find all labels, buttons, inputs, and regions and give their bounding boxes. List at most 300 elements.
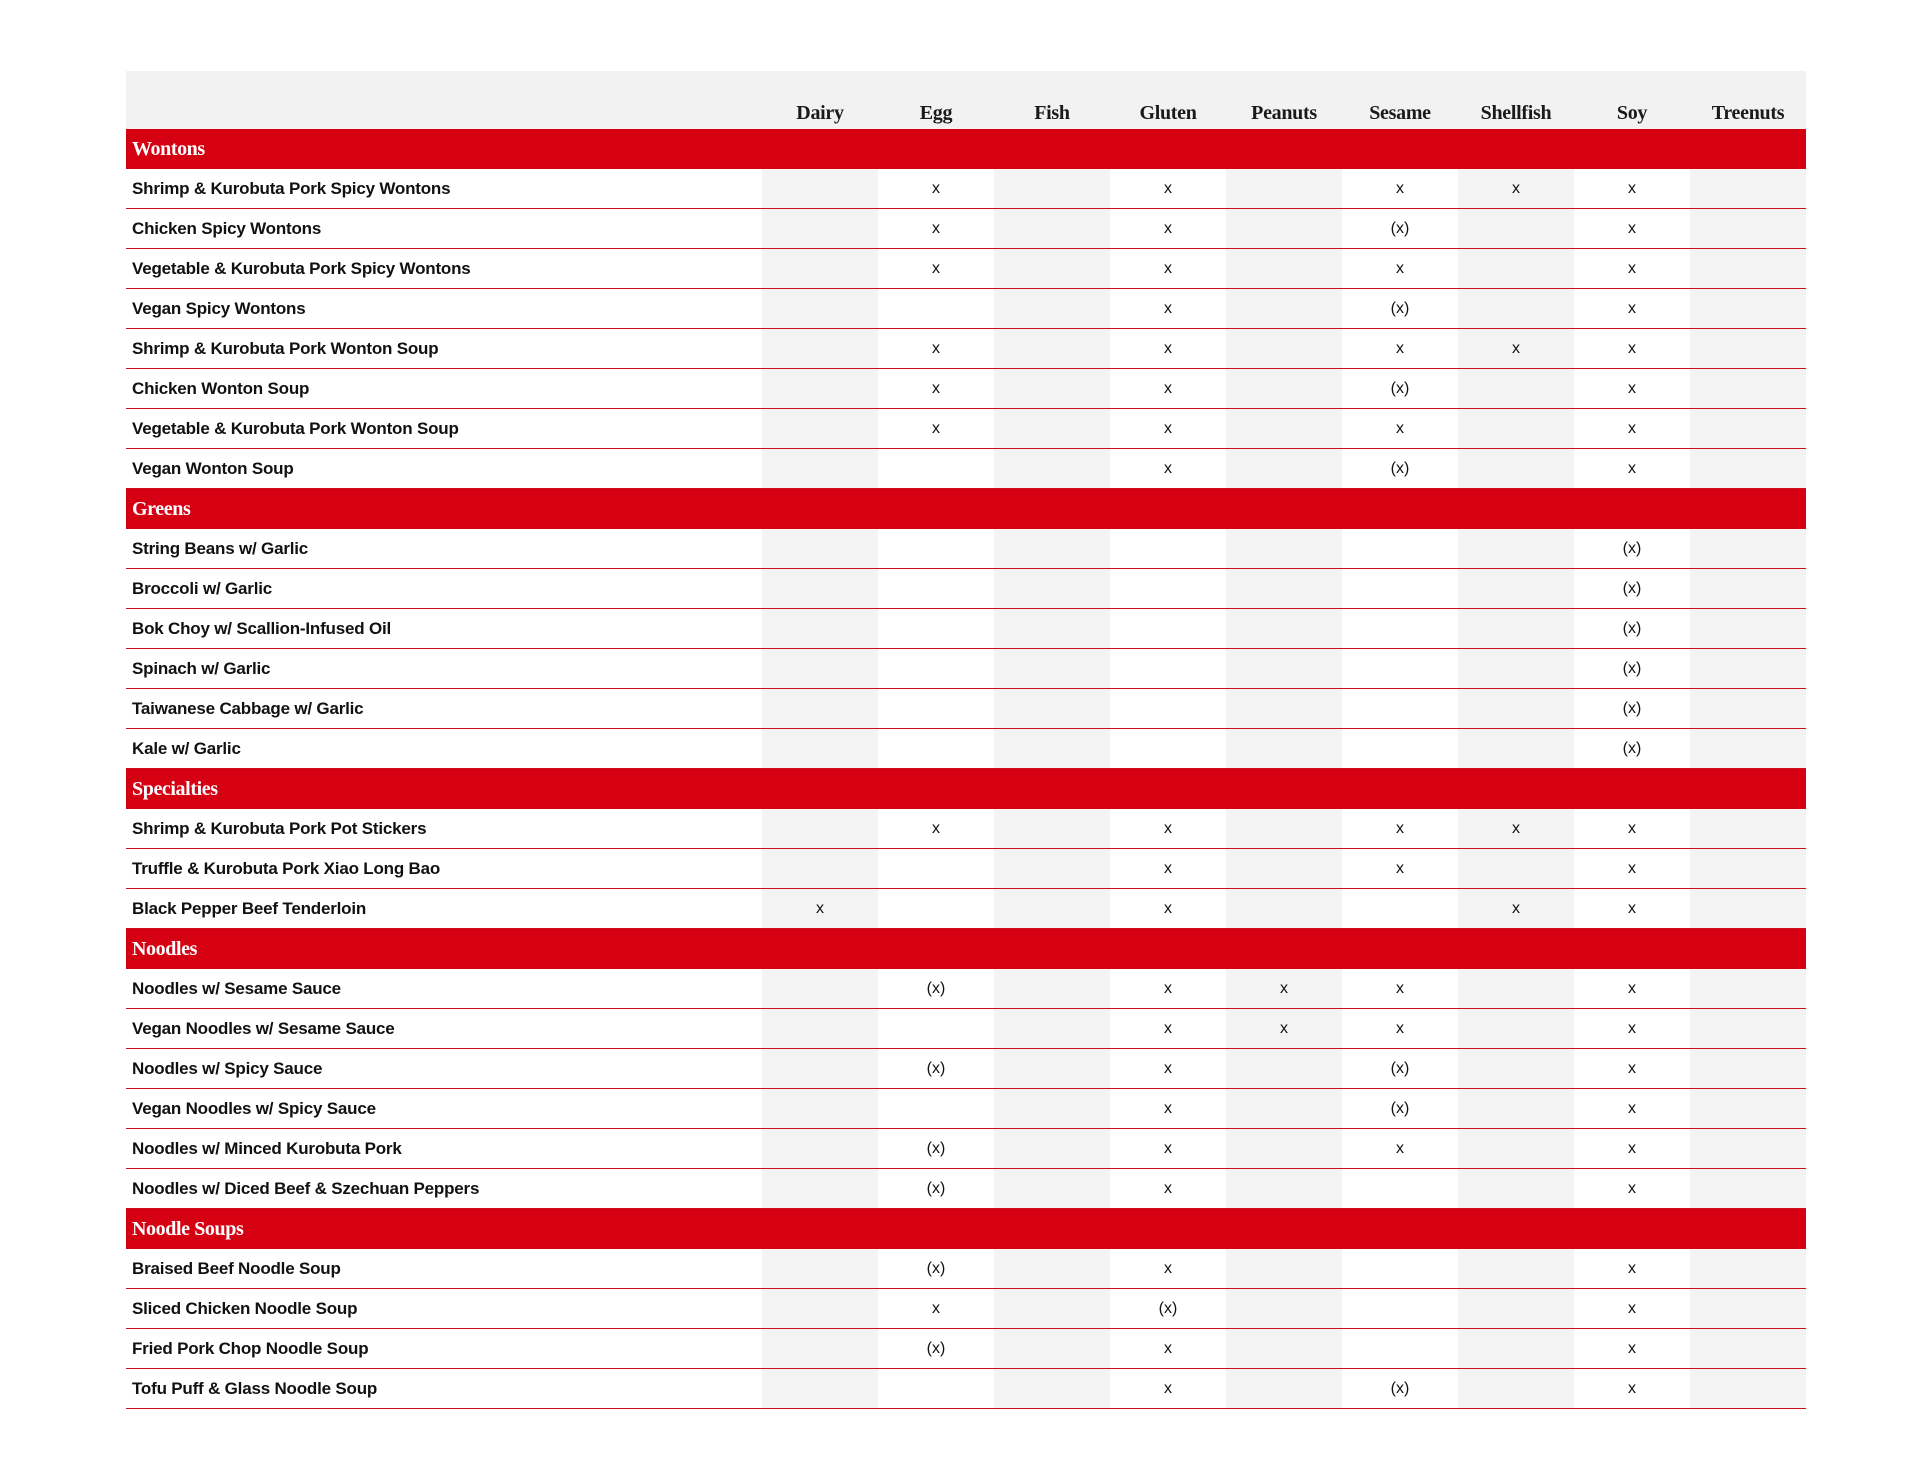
allergen-mark-gluten: x	[1110, 1329, 1226, 1369]
allergen-mark-dairy	[762, 729, 878, 769]
allergen-mark-sesame	[1342, 1249, 1458, 1289]
allergen-mark-shellfish: x	[1458, 889, 1574, 929]
menu-item-name: Broccoli w/ Garlic	[126, 569, 762, 609]
table-body	[126, 129, 1806, 1409]
allergen-mark-gluten: x	[1110, 1169, 1226, 1209]
allergen-mark-fish	[994, 689, 1110, 729]
allergen-mark-treenuts	[1690, 689, 1806, 729]
allergen-mark-sesame: (x)	[1342, 289, 1458, 329]
menu-item-name: Noodles w/ Minced Kurobuta Pork	[126, 1129, 762, 1169]
allergen-mark-gluten: x	[1110, 449, 1226, 489]
allergen-mark-soy: (x)	[1574, 609, 1690, 649]
menu-item-name: Vegetable & Kurobuta Pork Wonton Soup	[126, 409, 762, 449]
allergen-mark-peanuts	[1226, 1289, 1342, 1329]
table-row	[126, 569, 1806, 609]
allergen-mark-egg: x	[878, 1289, 994, 1329]
allergen-mark-egg: x	[878, 409, 994, 449]
allergen-mark-soy: (x)	[1574, 729, 1690, 769]
allergen-mark-gluten: (x)	[1110, 1289, 1226, 1329]
allergen-mark-fish	[994, 369, 1110, 409]
allergen-mark-dairy	[762, 289, 878, 329]
allergen-mark-sesame	[1342, 649, 1458, 689]
allergen-mark-gluten: x	[1110, 1089, 1226, 1129]
allergen-mark-egg	[878, 849, 994, 889]
allergen-mark-sesame: x	[1342, 969, 1458, 1009]
allergen-mark-sesame: x	[1342, 169, 1458, 209]
allergen-mark-dairy	[762, 809, 878, 849]
allergen-mark-soy: x	[1574, 809, 1690, 849]
menu-item-name: Shrimp & Kurobuta Pork Wonton Soup	[126, 329, 762, 369]
table-row	[126, 649, 1806, 689]
allergen-mark-fish	[994, 1369, 1110, 1409]
allergen-mark-dairy	[762, 1129, 878, 1169]
allergen-mark-egg: x	[878, 809, 994, 849]
menu-item-name: Noodles w/ Spicy Sauce	[126, 1049, 762, 1089]
allergen-mark-sesame: x	[1342, 809, 1458, 849]
table-row	[126, 289, 1806, 329]
table-row	[126, 409, 1806, 449]
allergen-mark-gluten: x	[1110, 1009, 1226, 1049]
menu-item-name: Shrimp & Kurobuta Pork Pot Stickers	[126, 809, 762, 849]
allergen-mark-treenuts	[1690, 1249, 1806, 1289]
menu-item-name: Sliced Chicken Noodle Soup	[126, 1289, 762, 1329]
allergen-mark-gluten: x	[1110, 1369, 1226, 1409]
allergen-mark-egg: (x)	[878, 1329, 994, 1369]
allergen-mark-peanuts	[1226, 409, 1342, 449]
allergen-mark-peanuts	[1226, 849, 1342, 889]
section-title: Wontons	[126, 129, 1806, 169]
allergen-mark-gluten: x	[1110, 369, 1226, 409]
allergen-mark-dairy	[762, 449, 878, 489]
allergen-mark-gluten: x	[1110, 969, 1226, 1009]
allergen-mark-soy: x	[1574, 849, 1690, 889]
allergen-mark-treenuts	[1690, 249, 1806, 289]
table-row	[126, 1369, 1806, 1409]
allergen-mark-fish	[994, 809, 1110, 849]
allergen-mark-shellfish	[1458, 849, 1574, 889]
allergen-mark-shellfish: x	[1458, 809, 1574, 849]
allergen-mark-fish	[994, 729, 1110, 769]
allergen-mark-shellfish	[1458, 249, 1574, 289]
allergen-mark-soy: (x)	[1574, 529, 1690, 569]
allergen-mark-soy: x	[1574, 969, 1690, 1009]
allergen-mark-shellfish: x	[1458, 169, 1574, 209]
allergen-mark-egg: x	[878, 329, 994, 369]
menu-item-name: Vegan Spicy Wontons	[126, 289, 762, 329]
allergen-mark-egg: x	[878, 249, 994, 289]
allergen-mark-egg: (x)	[878, 1169, 994, 1209]
allergen-mark-gluten: x	[1110, 1249, 1226, 1289]
allergen-mark-treenuts	[1690, 1129, 1806, 1169]
allergen-mark-fish	[994, 1329, 1110, 1369]
allergen-mark-gluten: x	[1110, 209, 1226, 249]
allergen-mark-soy: x	[1574, 1329, 1690, 1369]
table-row	[126, 529, 1806, 569]
allergen-mark-peanuts	[1226, 329, 1342, 369]
column-header-sesame: Sesame	[1369, 102, 1431, 124]
allergen-table	[126, 71, 1806, 1409]
allergen-mark-sesame: x	[1342, 1129, 1458, 1169]
allergen-mark-gluten: x	[1110, 289, 1226, 329]
allergen-mark-dairy	[762, 1289, 878, 1329]
table-row	[126, 1249, 1806, 1289]
menu-item-name: Braised Beef Noodle Soup	[126, 1249, 762, 1289]
menu-item-name: Vegan Wonton Soup	[126, 449, 762, 489]
allergen-mark-dairy: x	[762, 889, 878, 929]
allergen-mark-dairy	[762, 849, 878, 889]
allergen-mark-peanuts	[1226, 729, 1342, 769]
allergen-mark-treenuts	[1690, 649, 1806, 689]
allergen-mark-gluten: x	[1110, 809, 1226, 849]
allergen-mark-fish	[994, 849, 1110, 889]
allergen-mark-peanuts	[1226, 889, 1342, 929]
table-row	[126, 169, 1806, 209]
allergen-mark-soy: x	[1574, 1009, 1690, 1049]
allergen-mark-shellfish	[1458, 969, 1574, 1009]
section-header	[126, 929, 1806, 970]
menu-item-name: String Beans w/ Garlic	[126, 529, 762, 569]
allergen-mark-egg	[878, 689, 994, 729]
allergen-mark-treenuts	[1690, 609, 1806, 649]
allergen-mark-sesame: (x)	[1342, 449, 1458, 489]
allergen-mark-sesame: (x)	[1342, 1089, 1458, 1129]
allergen-mark-fish	[994, 329, 1110, 369]
allergen-mark-peanuts	[1226, 1049, 1342, 1089]
allergen-mark-peanuts	[1226, 689, 1342, 729]
allergen-mark-soy: x	[1574, 1049, 1690, 1089]
allergen-mark-treenuts	[1690, 1009, 1806, 1049]
column-header-peanuts: Peanuts	[1251, 102, 1317, 124]
allergen-mark-fish	[994, 209, 1110, 249]
column-header-shellfish: Shellfish	[1480, 102, 1552, 124]
table-row	[126, 449, 1806, 489]
menu-item-name: Chicken Spicy Wontons	[126, 209, 762, 249]
table-row	[126, 369, 1806, 409]
allergen-mark-soy: (x)	[1574, 649, 1690, 689]
allergen-mark-fish	[994, 1009, 1110, 1049]
allergen-mark-treenuts	[1690, 1369, 1806, 1409]
allergen-mark-shellfish	[1458, 729, 1574, 769]
allergen-mark-shellfish	[1458, 1049, 1574, 1089]
allergen-mark-sesame	[1342, 689, 1458, 729]
allergen-mark-peanuts	[1226, 1169, 1342, 1209]
allergen-mark-peanuts: x	[1226, 969, 1342, 1009]
allergen-mark-egg	[878, 529, 994, 569]
allergen-mark-peanuts	[1226, 529, 1342, 569]
allergen-mark-egg	[878, 569, 994, 609]
allergen-mark-peanuts	[1226, 1129, 1342, 1169]
table-row	[126, 1049, 1806, 1089]
allergen-mark-peanuts	[1226, 289, 1342, 329]
table-row	[126, 329, 1806, 369]
allergen-mark-peanuts	[1226, 649, 1342, 689]
allergen-mark-dairy	[762, 1249, 878, 1289]
allergen-mark-soy: x	[1574, 169, 1690, 209]
allergen-mark-dairy	[762, 1009, 878, 1049]
allergen-mark-fish	[994, 1089, 1110, 1129]
menu-item-name: Truffle & Kurobuta Pork Xiao Long Bao	[126, 849, 762, 889]
column-header-gluten: Gluten	[1139, 102, 1197, 124]
allergen-mark-shellfish	[1458, 1169, 1574, 1209]
menu-item-name: Shrimp & Kurobuta Pork Spicy Wontons	[126, 169, 762, 209]
allergen-mark-peanuts	[1226, 1249, 1342, 1289]
allergen-mark-fish	[994, 649, 1110, 689]
allergen-mark-soy: x	[1574, 889, 1690, 929]
allergen-mark-shellfish	[1458, 689, 1574, 729]
allergen-mark-peanuts	[1226, 809, 1342, 849]
allergen-mark-gluten: x	[1110, 409, 1226, 449]
table-row	[126, 729, 1806, 769]
allergen-mark-dairy	[762, 1329, 878, 1369]
allergen-mark-sesame	[1342, 1169, 1458, 1209]
menu-item-name: Vegan Noodles w/ Sesame Sauce	[126, 1009, 762, 1049]
allergen-mark-dairy	[762, 569, 878, 609]
allergen-mark-fish	[994, 1049, 1110, 1089]
allergen-mark-treenuts	[1690, 169, 1806, 209]
allergen-mark-egg: (x)	[878, 1249, 994, 1289]
allergen-mark-shellfish	[1458, 1009, 1574, 1049]
allergen-mark-treenuts	[1690, 1049, 1806, 1089]
allergen-mark-peanuts: x	[1226, 1009, 1342, 1049]
allergen-mark-soy: x	[1574, 209, 1690, 249]
allergen-mark-shellfish	[1458, 369, 1574, 409]
allergen-mark-fish	[994, 969, 1110, 1009]
allergen-mark-soy: x	[1574, 1369, 1690, 1409]
table-row	[126, 1169, 1806, 1209]
allergen-mark-gluten: x	[1110, 1049, 1226, 1089]
allergen-mark-fish	[994, 449, 1110, 489]
allergen-mark-sesame: x	[1342, 1009, 1458, 1049]
allergen-mark-shellfish	[1458, 1369, 1574, 1409]
allergen-mark-dairy	[762, 329, 878, 369]
allergen-mark-shellfish	[1458, 289, 1574, 329]
column-header-soy: Soy	[1616, 102, 1648, 124]
allergen-mark-soy: x	[1574, 289, 1690, 329]
allergen-mark-gluten: x	[1110, 249, 1226, 289]
allergen-mark-sesame: (x)	[1342, 209, 1458, 249]
allergen-mark-egg	[878, 609, 994, 649]
allergen-mark-sesame	[1342, 889, 1458, 929]
allergen-mark-treenuts	[1690, 1169, 1806, 1209]
allergen-mark-treenuts	[1690, 969, 1806, 1009]
section-title: Specialties	[126, 769, 1806, 810]
allergen-mark-shellfish	[1458, 1289, 1574, 1329]
allergen-mark-treenuts	[1690, 449, 1806, 489]
section-title: Noodle Soups	[126, 1209, 1806, 1250]
allergen-mark-egg: x	[878, 169, 994, 209]
allergen-mark-gluten: x	[1110, 1129, 1226, 1169]
allergen-mark-shellfish	[1458, 1329, 1574, 1369]
allergen-mark-sesame	[1342, 569, 1458, 609]
allergen-mark-treenuts	[1690, 809, 1806, 849]
allergen-mark-peanuts	[1226, 1369, 1342, 1409]
allergen-mark-gluten	[1110, 689, 1226, 729]
allergen-mark-peanuts	[1226, 609, 1342, 649]
allergen-mark-fish	[994, 169, 1110, 209]
allergen-mark-gluten	[1110, 729, 1226, 769]
allergen-mark-dairy	[762, 1369, 878, 1409]
section-header	[126, 769, 1806, 810]
allergen-mark-fish	[994, 1169, 1110, 1209]
allergen-mark-gluten	[1110, 529, 1226, 569]
column-header-fish: Fish	[1034, 102, 1070, 124]
section-title: Noodles	[126, 929, 1806, 970]
allergen-mark-dairy	[762, 689, 878, 729]
allergen-mark-soy: x	[1574, 369, 1690, 409]
menu-item-name: Noodles w/ Sesame Sauce	[126, 969, 762, 1009]
menu-item-name: Spinach w/ Garlic	[126, 649, 762, 689]
allergen-mark-gluten: x	[1110, 329, 1226, 369]
allergen-mark-peanuts	[1226, 1089, 1342, 1129]
allergen-mark-shellfish	[1458, 529, 1574, 569]
allergen-mark-sesame: x	[1342, 849, 1458, 889]
column-header-egg: Egg	[919, 102, 953, 124]
header-item-blank	[126, 71, 762, 129]
allergen-mark-treenuts	[1690, 889, 1806, 929]
allergen-mark-sesame	[1342, 609, 1458, 649]
menu-item-name: Black Pepper Beef Tenderloin	[126, 889, 762, 929]
allergen-mark-fish	[994, 889, 1110, 929]
allergen-mark-dairy	[762, 369, 878, 409]
allergen-mark-soy: x	[1574, 1169, 1690, 1209]
allergen-mark-dairy	[762, 609, 878, 649]
allergen-mark-dairy	[762, 409, 878, 449]
table-row	[126, 689, 1806, 729]
allergen-mark-egg	[878, 289, 994, 329]
section-title: Greens	[126, 489, 1806, 530]
allergen-mark-fish	[994, 529, 1110, 569]
allergen-mark-gluten: x	[1110, 889, 1226, 929]
allergen-mark-shellfish: x	[1458, 329, 1574, 369]
allergen-mark-treenuts	[1690, 1289, 1806, 1329]
allergen-mark-egg: (x)	[878, 1049, 994, 1089]
table-row	[126, 1289, 1806, 1329]
allergen-mark-treenuts	[1690, 1329, 1806, 1369]
allergen-mark-soy: x	[1574, 409, 1690, 449]
allergen-mark-treenuts	[1690, 409, 1806, 449]
table-row	[126, 849, 1806, 889]
allergen-mark-fish	[994, 1129, 1110, 1169]
allergen-mark-treenuts	[1690, 289, 1806, 329]
allergen-mark-treenuts	[1690, 1089, 1806, 1129]
allergen-mark-dairy	[762, 649, 878, 689]
table-row	[126, 1089, 1806, 1129]
allergen-mark-sesame	[1342, 1329, 1458, 1369]
allergen-mark-soy: x	[1574, 249, 1690, 289]
allergen-mark-sesame	[1342, 1289, 1458, 1329]
menu-item-name: Noodles w/ Diced Beef & Szechuan Peppers	[126, 1169, 762, 1209]
section-header	[126, 129, 1806, 169]
allergen-mark-shellfish	[1458, 209, 1574, 249]
menu-item-name: Chicken Wonton Soup	[126, 369, 762, 409]
allergen-mark-gluten	[1110, 569, 1226, 609]
allergen-mark-sesame: x	[1342, 409, 1458, 449]
allergen-mark-treenuts	[1690, 569, 1806, 609]
menu-item-name: Vegetable & Kurobuta Pork Spicy Wontons	[126, 249, 762, 289]
allergen-mark-sesame: (x)	[1342, 1369, 1458, 1409]
menu-item-name: Tofu Puff & Glass Noodle Soup	[126, 1369, 762, 1409]
allergen-mark-soy: (x)	[1574, 569, 1690, 609]
allergen-mark-soy: (x)	[1574, 689, 1690, 729]
table-row	[126, 609, 1806, 649]
allergen-mark-treenuts	[1690, 369, 1806, 409]
allergen-mark-fish	[994, 409, 1110, 449]
allergen-mark-dairy	[762, 209, 878, 249]
allergen-mark-shellfish	[1458, 569, 1574, 609]
allergen-mark-dairy	[762, 1089, 878, 1129]
allergen-mark-treenuts	[1690, 529, 1806, 569]
allergen-mark-peanuts	[1226, 249, 1342, 289]
allergen-mark-gluten: x	[1110, 169, 1226, 209]
allergen-mark-soy: x	[1574, 1289, 1690, 1329]
column-header-treenuts: Treenuts	[1711, 102, 1785, 124]
allergen-mark-egg: (x)	[878, 1129, 994, 1169]
allergen-mark-sesame: (x)	[1342, 1049, 1458, 1089]
header-row	[126, 71, 1806, 129]
allergen-mark-shellfish	[1458, 1249, 1574, 1289]
table-row	[126, 889, 1806, 929]
allergen-mark-dairy	[762, 969, 878, 1009]
allergen-mark-dairy	[762, 529, 878, 569]
allergen-mark-fish	[994, 569, 1110, 609]
section-header	[126, 489, 1806, 530]
allergen-mark-fish	[994, 289, 1110, 329]
table-row	[126, 1329, 1806, 1369]
allergen-mark-soy: x	[1574, 1129, 1690, 1169]
menu-item-name: Kale w/ Garlic	[126, 729, 762, 769]
table-row	[126, 1129, 1806, 1169]
allergen-mark-shellfish	[1458, 409, 1574, 449]
allergen-mark-gluten	[1110, 609, 1226, 649]
allergen-mark-gluten	[1110, 649, 1226, 689]
allergen-mark-shellfish	[1458, 1089, 1574, 1129]
menu-item-name: Taiwanese Cabbage w/ Garlic	[126, 689, 762, 729]
allergen-mark-treenuts	[1690, 729, 1806, 769]
allergen-mark-treenuts	[1690, 329, 1806, 369]
allergen-mark-egg	[878, 649, 994, 689]
allergen-mark-sesame	[1342, 529, 1458, 569]
allergen-mark-soy: x	[1574, 1089, 1690, 1129]
table-row	[126, 969, 1806, 1009]
menu-item-name: Fried Pork Chop Noodle Soup	[126, 1329, 762, 1369]
allergen-mark-shellfish	[1458, 449, 1574, 489]
allergen-mark-dairy	[762, 249, 878, 289]
allergen-mark-treenuts	[1690, 849, 1806, 889]
allergen-mark-sesame: x	[1342, 329, 1458, 369]
allergen-mark-egg	[878, 1089, 994, 1129]
allergen-mark-soy: x	[1574, 329, 1690, 369]
menu-item-name: Bok Choy w/ Scallion-Infused Oil	[126, 609, 762, 649]
allergen-mark-peanuts	[1226, 569, 1342, 609]
allergen-mark-peanuts	[1226, 1329, 1342, 1369]
allergen-mark-gluten: x	[1110, 849, 1226, 889]
allergen-chart	[126, 71, 1806, 1409]
section-header	[126, 1209, 1806, 1250]
allergen-mark-peanuts	[1226, 449, 1342, 489]
allergen-mark-egg: x	[878, 209, 994, 249]
allergen-mark-egg	[878, 889, 994, 929]
allergen-mark-egg: x	[878, 369, 994, 409]
allergen-mark-dairy	[762, 1169, 878, 1209]
allergen-mark-peanuts	[1226, 369, 1342, 409]
allergen-mark-fish	[994, 1249, 1110, 1289]
allergen-mark-egg	[878, 1009, 994, 1049]
column-header-dairy: Dairy	[796, 102, 844, 124]
allergen-mark-egg	[878, 449, 994, 489]
allergen-mark-shellfish	[1458, 1129, 1574, 1169]
table-row	[126, 209, 1806, 249]
allergen-mark-soy: x	[1574, 449, 1690, 489]
